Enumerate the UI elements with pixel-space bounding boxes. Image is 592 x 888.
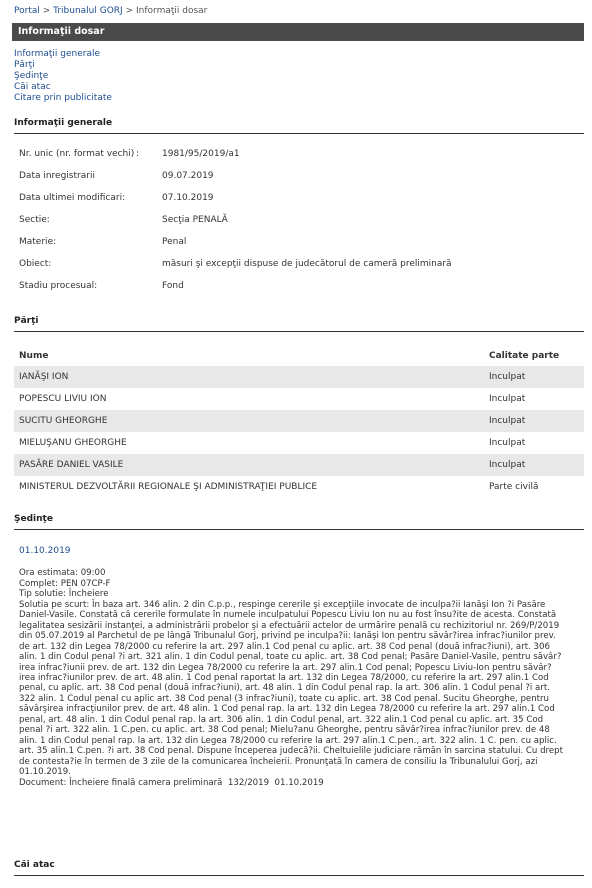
session-line: art. 35 alin.1 C.pen. ?i art. 38 Cod penal. Dispune începerea judecă?ii. Cheltuielile judiciare rămân în sarcina statului. Cu drept (19, 746, 564, 757)
party-name: IANĂŞI ION (14, 366, 484, 388)
info-row (19, 149, 579, 171)
nav-link-cai-atac[interactable]: Căi atac (14, 82, 51, 92)
page-title: Informaţii dosar (12, 23, 584, 41)
session-line: penal, art. 48 alin. 1 din Codul penal rap. la art. 306 alin. 1 din Codul penal, art. 322 alin.1 Cod penal cu aplic. art. 35 Cod (19, 714, 544, 725)
breadcrumb-current: Informaţii dosar (136, 6, 208, 16)
info-label: Stadiu procesual: (19, 281, 98, 291)
session-line: Tip solutie: Încheiere (19, 589, 109, 600)
info-value: 1981/95/2019/a1 (162, 149, 240, 159)
section-nav (14, 49, 112, 104)
table-row (14, 476, 584, 498)
table-row (14, 410, 584, 432)
info-row (19, 237, 579, 259)
info-label: Data ultimei modificari: (19, 193, 126, 203)
info-row (19, 281, 579, 303)
info-row (19, 259, 579, 281)
nav-link-sedinte[interactable]: Şedinţe (14, 71, 49, 81)
session-line: de contesta?ie în termen de 3 zile de la comunicarea încheierii. Pronunţată în camera de consiliu la Tribunalului Gorj, azi (19, 756, 538, 767)
breadcrumb-portal-link[interactable]: Portal (14, 6, 40, 16)
party-role: Inculpat (484, 410, 584, 432)
parties-table (14, 346, 584, 498)
general-info-list (19, 149, 579, 303)
info-row (19, 215, 579, 237)
party-role: Inculpat (484, 454, 584, 476)
party-role: Inculpat (489, 394, 526, 404)
session-line: alin. 1 din Codul penal rap. la art. 132 din Legea 78/2000 cu referire la art. 297 alin.1 C.pen., art. 322 alin. 1 C. pen. cu aplic. (19, 735, 557, 746)
table-row (14, 388, 584, 410)
session-line: Solutia pe scurt: În baza art. 346 alin. 2 din C.p.p., respinge cererile şi excepţiile invocate de inculpa?ii Ianăşi Ion ?i Pasăre (19, 599, 546, 610)
breadcrumb-separator: > (125, 6, 134, 16)
session-line: săvârşirea infracţiunilor prev. de art. 48 alin. 1 Cod penal rap. la art. 132 din Legea 78/2000 cu referire la art. 297 alin.1 Cod (19, 704, 555, 715)
breadcrumb-court-link[interactable]: Tribunalul GORJ (53, 6, 123, 16)
info-label: Data inregistrarii (19, 171, 95, 181)
info-label: Materie: (19, 237, 57, 247)
session-entry (19, 546, 579, 788)
party-name: MIELUŞANU GHEORGHE (19, 438, 127, 448)
party-name: MINISTERUL DEZVOLTĂRII REGIONALE ŞI ADMINISTRAŢIEI PUBLICE (19, 482, 318, 492)
session-line: penal, cu aplic. art. 38 Cod penal (două infrac?iuni), art. 48 alin. 1 din Codul penal rap. la art. 306 alin. 1 Codul penal ?i art. (19, 683, 550, 694)
session-line: de art. 132 din Legea 78/2000 cu referire la art. 297 alin.1 Cod penal cu aplic. art. 38 Cod penal (două infrac?iuni), art. 306 (19, 641, 550, 652)
party-name: SUCITU GHEORGHE (14, 410, 484, 432)
info-value: Secţia PENALĂ (162, 215, 228, 225)
party-role: Parte civilă (489, 482, 539, 492)
breadcrumb (14, 6, 207, 16)
info-value: Fond (162, 281, 184, 291)
info-label: Obiect: (19, 259, 52, 269)
session-line: 322 alin. 1 Codul penal cu aplic art. 38 Cod penal (3 infrac?iuni), toate cu aplic. art. 38 Cod penal. Sucitu Gheorghe, pentru (19, 693, 550, 704)
nav-link-parti[interactable]: Părţi (14, 60, 35, 70)
table-row (14, 432, 584, 454)
party-name: POPESCU LIVIU ION (19, 394, 107, 404)
session-line: 01.10.2019. (19, 767, 71, 778)
session-line: din 05.07.2019 al Parchetul de pe lângă Tribunalul Gorj, privind pe inculpa?ii: Ianăşi Ion pentru săvâr?irea infrac?iunilor prev. (19, 631, 556, 642)
session-line: penal ?i art. 322 alin. 1 C.pen. cu aplic. art. 38 Cod penal; Mielu?anu Gheorghe, pentru săvâr?irea infrac?iunilor prev. de 48 (19, 725, 550, 736)
info-row (19, 193, 579, 215)
session-line: irea infrac?iunii prev. de art. 132 din Legea 78/2000 cu referire la art. 297 alin.1 Cod penal; Popescu Liviu-Ion pentru săvâr? (19, 662, 552, 673)
info-label: Nr. unic (nr. format vechi) (19, 149, 135, 159)
info-value: măsuri şi excepţii dispuse de judecătorul de cameră preliminară (162, 259, 452, 269)
session-line: alin. 1 din Codul penal ?i art. 321 alin. 1 din Codul penal, toate cu aplic. art. 38 Cod penal; Pasăre Daniel-Vasile, pentru săvâr? (19, 652, 562, 663)
nav-link-informatii-generale[interactable]: Informaţii generale (14, 49, 100, 59)
info-separator: : (136, 149, 140, 159)
table-row (14, 366, 584, 388)
info-row (19, 171, 579, 193)
session-line: legalitatea sesizării instanţei, a administrării probelor şi a efectuării actelor de urmărire penală cu rechizitoriul nr. 269/P/2019 (19, 620, 560, 631)
section-heading-sedinte: Şedinţe (14, 514, 584, 530)
breadcrumb-separator: > (42, 6, 51, 16)
party-role: Inculpat (484, 366, 584, 388)
info-value: Penal (162, 237, 187, 247)
nav-link-citare[interactable]: Citare prin publicitate (14, 93, 112, 103)
session-line: irea infrac?iunilor prev. de art. 48 alin. 1 Cod penal raportat la art. 132 din Legea 78/2000, cu referire la art. 297 alin.1 Cod (19, 672, 549, 683)
info-label: Sectie: (19, 215, 50, 225)
session-line: Complet: PEN 07CP-F (19, 578, 111, 589)
table-header-row (14, 346, 584, 366)
column-header-name: Nume (19, 351, 49, 361)
party-name: PASĂRE DANIEL VASILE (14, 454, 484, 476)
section-heading-parti: Părţi (14, 316, 584, 332)
section-heading-general: Informaţii generale (14, 118, 584, 134)
session-date: 01.10.2019 (19, 546, 71, 556)
session-line: Daniel-Vasile. Constată că cererile formulate în numele inculpatului Popescu Liviu Ion nu au fost însu?ite de acesta. Constată (19, 610, 557, 621)
info-value: 09.07.2019 (162, 171, 214, 181)
info-value: 07.10.2019 (162, 193, 214, 203)
section-heading-cai-atac: Căi atac (14, 860, 584, 876)
table-row (14, 454, 584, 476)
session-line: Ora estimata: 09:00 (19, 568, 106, 579)
column-header-role: Calitate parte (489, 351, 560, 361)
party-role: Inculpat (489, 438, 526, 448)
session-document: Document: Încheiere finală camera preliminară 132/2019 01.10.2019 (19, 777, 324, 788)
